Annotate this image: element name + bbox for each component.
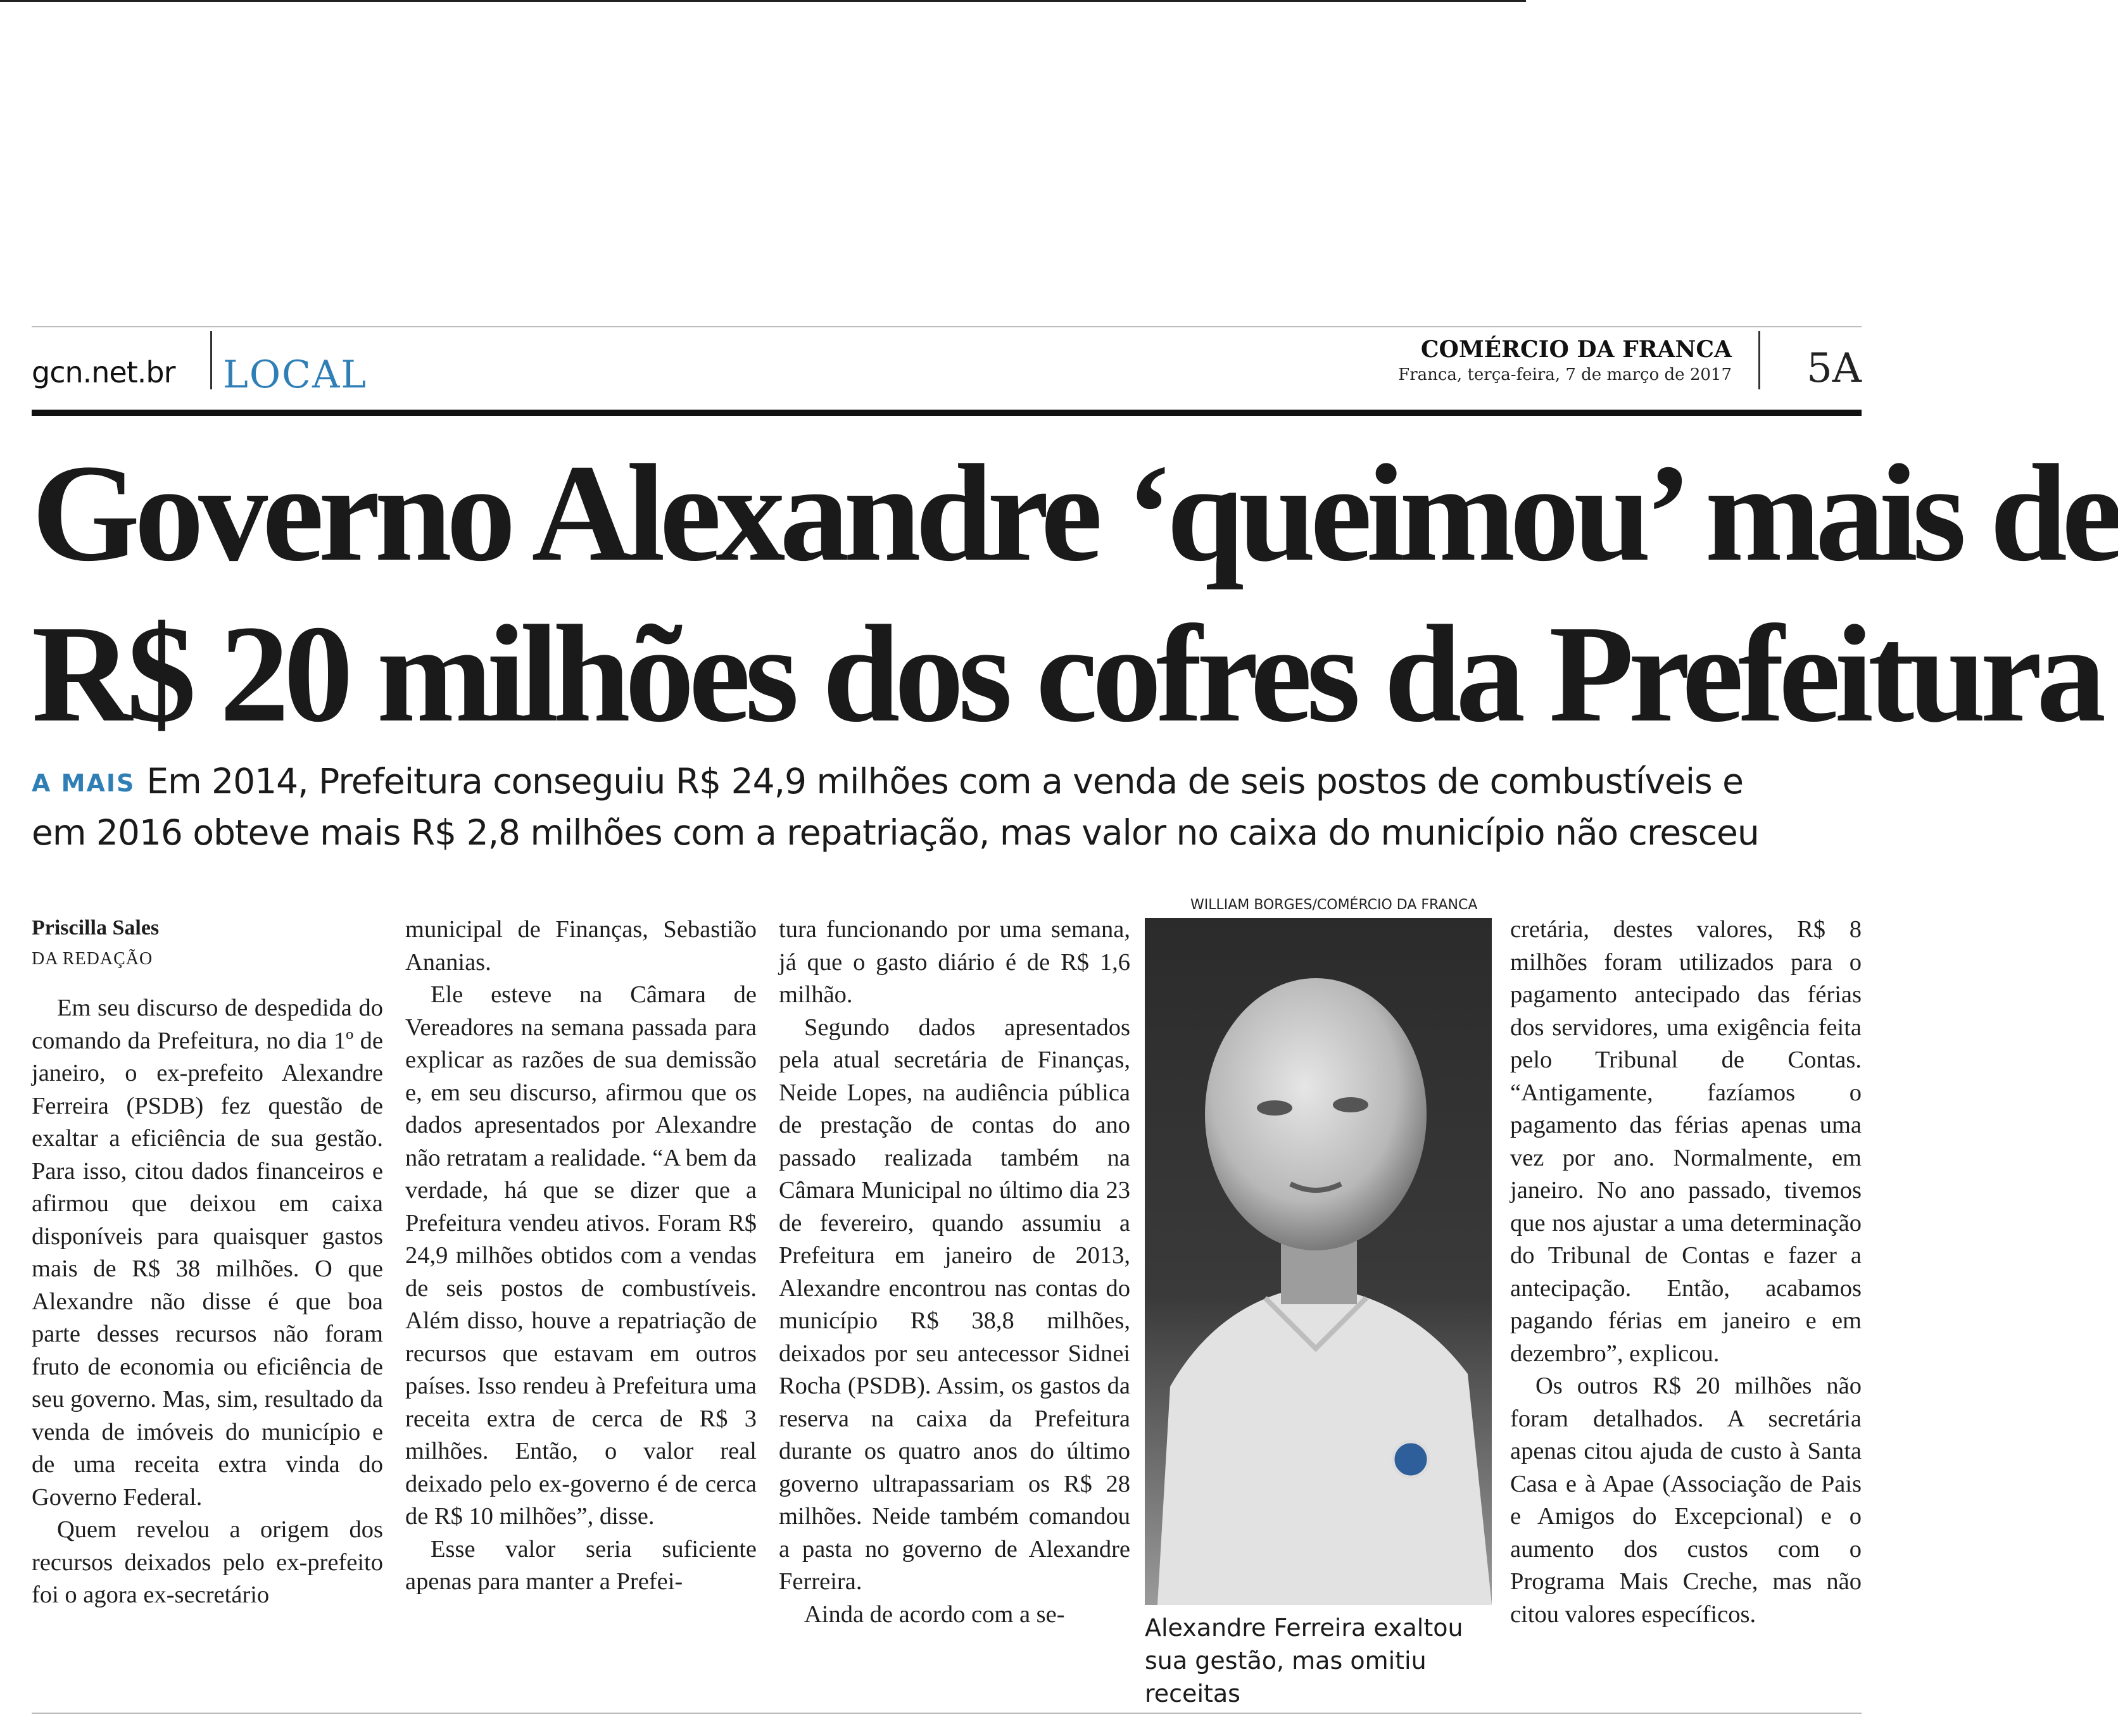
- article-column-2: [405, 914, 757, 1599]
- section-label: LOCAL: [223, 353, 368, 397]
- bottom-rule: [32, 1713, 1862, 1714]
- subheadline-line-2: em 2016 obteve mais R$ 2,8 milhões com a repatriação, mas valor no caixa do município não cresceu: [32, 812, 1759, 853]
- paragraph: Os outros R$ 20 milhões não foram detalhados. A secretária apenas citou ajuda de custo à Santa Casa e à Apae (Associação de Pais e Amigos do Excepcional) e o aumento dos custos com o Programa Mais Creche, mas não citou valores específicos.: [1510, 1373, 1862, 1628]
- header-divider: [210, 331, 212, 389]
- paragraph: Segundo dados apresentados pela atual secretária de Finanças, Neide Lopes, na audiência pública de prestação de contas do ano passado realizada também na Câmara Municipal no último dia 23 de fevereiro, quando assumiu a Prefeitura em janeiro de 2013, Alexandre encontrou nas contas do município R$ 38,8 milhões, deixados por seu antecessor Sidnei Rocha (PSDB). Assim, os gastos da reserva na caixa da Prefeitura durante os quatro anos do último governo ultrapassariam os R$ 28 milhões. Neide também comandou a pasta no governo de Alexandre Ferreira.: [779, 1014, 1130, 1595]
- site-url: gcn.net.br: [32, 355, 175, 389]
- photo-credit: WILLIAM BORGES/COMÉRCIO DA FRANCA: [1190, 897, 1478, 913]
- newspaper-name: COMÉRCIO DA FRANCA: [1420, 336, 1732, 363]
- paragraph: Ele esteve na Câmara de Vereadores na semana passada para explicar as razões de sua demissão e, em seu discurso, afirmou que os dados apresentados por Alexandre não retratam a realidade. “A bem da verdade, há que se dizer que a Prefeitura vendeu ativos. Foram R$ 24,9 milhões obtidos com a vendas de seis postos de combustíveis. Além disso, houve a repatriação de recursos que estavam em outros países. Isso rendeu à Prefeitura uma receita extra de cerca de R$ 3 milhões. Então, o valor real deixado pelo ex-governo é de cerca de R$ 10 milhões”, disse.: [405, 981, 757, 1530]
- article-column-3: [779, 914, 1130, 1631]
- byline-name: Priscilla Sales: [32, 916, 160, 940]
- paragraph: Esse valor seria suficiente apenas para manter a Prefei-: [405, 1535, 757, 1595]
- headline-line-2: R$ 20 milhões dos cofres da Prefeitura: [32, 596, 2101, 751]
- paragraph-continued: municipal de Finanças, Sebastião Ananias.: [405, 916, 757, 976]
- kicker-label: A MAIS: [32, 769, 136, 797]
- paragraph: Ainda de acordo com a se-: [804, 1601, 1065, 1628]
- scan-edge-line: [0, 0, 1526, 2]
- headline: [32, 432, 2118, 754]
- portrait-illustration: [1145, 918, 1492, 1605]
- headline-line-1: Governo Alexandre ‘queimou’ mais de: [32, 436, 2118, 590]
- photo-portrait: [1145, 918, 1492, 1605]
- subheadline-text-1: Em 2014, Prefeitura conseguiu R$ 24,9 milhões com a venda de seis postos de combustíveis e: [146, 761, 1743, 802]
- article-column-4: [1510, 914, 1862, 1631]
- article-column-1: [32, 914, 383, 1612]
- paragraph-continued: cretária, destes valores, R$ 8 milhões foram utilizados para o pagamento antecipado das férias dos servidores, uma exigência feita pelo Tribunal de Contas. “Antigamente, fazíamos o pagamento das férias apenas uma vez por ano. Normalmente, em janeiro. No ano passado, tivemos que nos ajustar a uma determinação do Tribunal de Contas e fazer a antecipação. Então, acabamos pagando férias em janeiro e em dezembro”, explicou.: [1510, 916, 1862, 1367]
- subheadline-line-1: [32, 757, 1862, 808]
- newspaper-page: [32, 326, 2118, 1719]
- paragraph: Em seu discurso de despedida do comando da Prefeitura, no dia 1º de janeiro, o ex-prefeito Alexandre Ferreira (PSDB) fez questão de exaltar a eficiência de sua gestão. Para isso, citou dados financeiros e afirmou que deixou em caixa disponíveis para quaisquer gastos mais de R$ 38 milhões. O que Alexandre não disse é que boa parte desses recursos não foram fruto de economia ou eficiência de seu governo. Mas, sim, resultado da venda de imóveis do município e de uma receita extra vinda do Governo Federal.: [32, 995, 383, 1511]
- subheadline: [32, 757, 1862, 857]
- header-top-rule: [32, 326, 1862, 327]
- page-number: 5A: [1806, 345, 1862, 392]
- byline-desk: DA REDAÇÃO: [32, 949, 153, 969]
- paragraph: Quem revelou a origem dos recursos deixados pelo ex-prefeito foi o agora ex-secretário: [32, 1516, 383, 1608]
- photo-caption: Alexandre Ferreira exaltou sua gestão, mas omitiu receitas: [1145, 1614, 1463, 1708]
- header-rule: [32, 410, 1862, 416]
- header-divider-right: [1758, 331, 1760, 389]
- paragraph-continued: tura funcionando por uma semana, já que o gasto diário é de R$ 1,6 milhão.: [779, 916, 1130, 1008]
- edition-date: Franca, terça-feira, 7 de março de 2017: [1398, 365, 1732, 384]
